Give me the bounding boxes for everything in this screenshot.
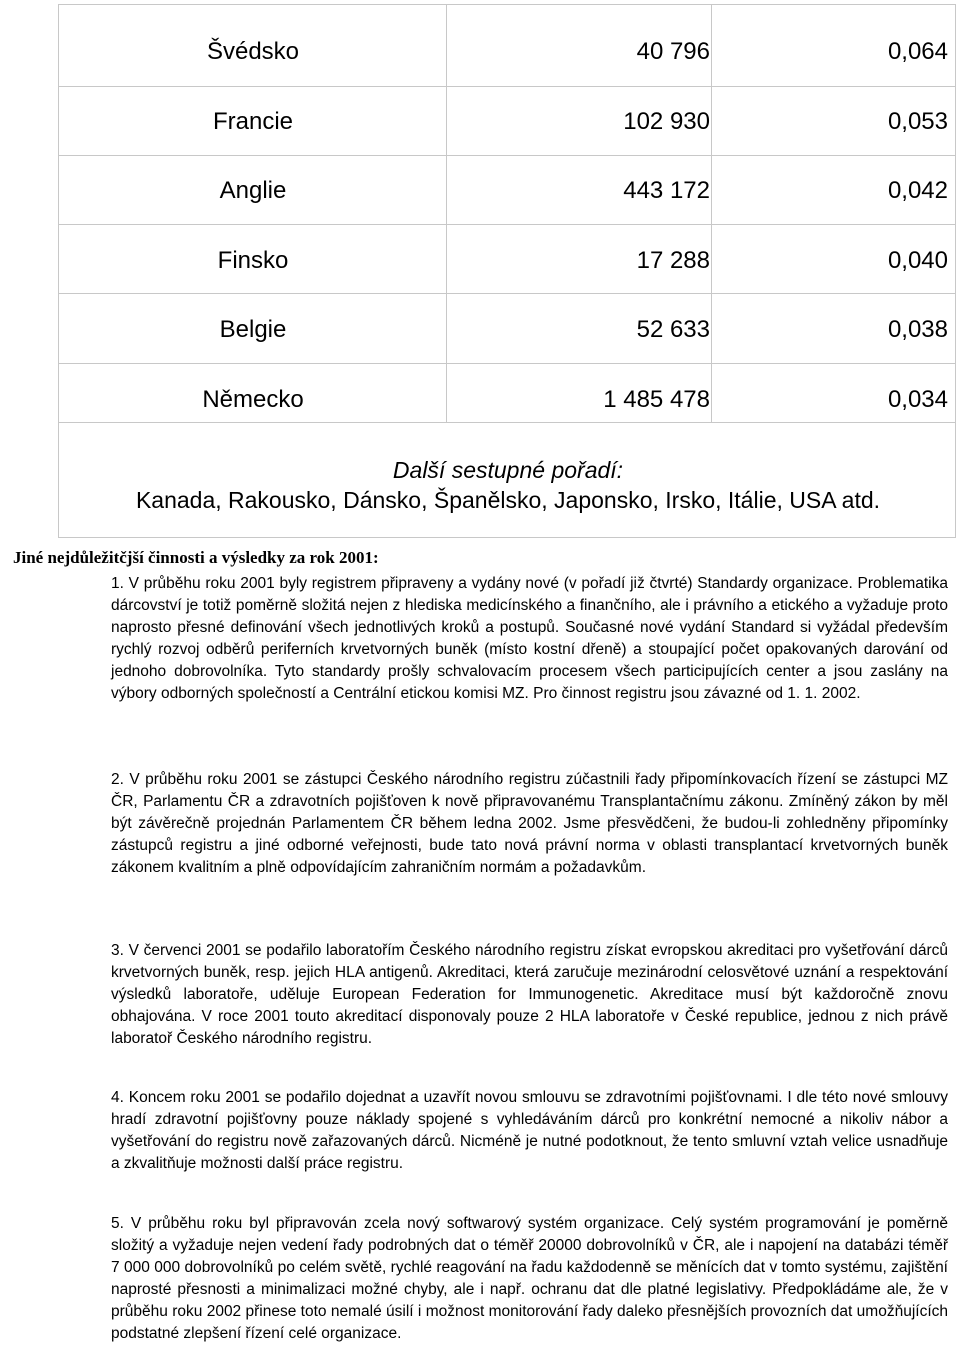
paragraph-5: 5. V průběhu roku byl připravován zcela nový softwarový systém organizace. Celý systém programování je poměrně složitý a vyžaduje nejen vedení řady podrobných dat o téměř 20000 dobrovolníků v ČR, ale i napojení na databázi téměř 7 000 000 dobrovolníků po celém světě, rychlé reagování na řadu každodenně se měnících dat v tomto systému, zajištění naprosté přesnosti a minimalizaci možné chyby, ale i např. ochranu dat dle platné legislativy. Předpokládáme ale, že v průběhu roku 2002 přinese toto nemalé úsilí i možnost monitorování řady daleko přesnějších provozních dat umožňujících podstatné zlepšení řízení celé organizace. [111,1215,948,1342]
row-divider [59,86,955,87]
row-divider [59,224,955,225]
country-name: Finsko [217,247,289,274]
country-name: Anglie [219,177,287,204]
paragraph-1: 1. V průběhu roku 2001 byly registrem připraveny a vydány nové (v pořadí již čtvrté) Standardy organizace. Problematika dárcovství je totiž poměrně složitá nejen z hlediska medicínského a finančního, ale i právního a etického a vyžaduje proto naprosto přesné definování všech jednotlivých kroků a postupů. Současné nové vydání Standard si vyžádal především rychlý rozvoj odběrů periferních krvetvorných buněk (místo kostní dřeně) a stoupající počet opakovaných darování od jednoho dobrovolníka. Tyto standardy prošly schvalovacím procesem všech participujících center a jsou zaslány na výbory odborných společností a Centrální etickou komisi MZ. Pro činnost registru jsou závazné od 1. 1. 2002. [111,575,948,702]
order-title: Další sestupné pořadí: [392,457,624,483]
country-name: Švédsko [206,38,300,65]
country-name: Francie [212,108,294,135]
country-value: 17 288 [636,247,710,274]
country-value: 1 485 478 [603,386,710,413]
column-divider [711,5,712,422]
country-ratio: 0,064 [887,38,948,65]
row-divider [59,293,955,294]
country-ratio: 0,040 [887,247,948,274]
country-name: Belgie [219,316,287,343]
country-value: 40 796 [636,38,710,65]
section-heading: Jiné nejdůležitčjší činnosti a výsledky za rok 2001: [13,548,379,567]
paragraph-3: 3. V červenci 2001 se podařilo laboratořím Českého národního registru získat evropskou akreditaci pro vyšetřování dárců krvetvorných buněk, resp. jejich HLA antigenů. Akreditaci, která zaručuje mezinárodní celosvětové uznání a respektování výsledků laboratoře, uděluje European Federation for Immunogenetic. Akreditace musí být každoročně znovu obhajována. V roce 2001 touto akreditací disponovaly pouze 2 HLA laboratoře v České republice, jednou z nich právě laboratoř Českého národního registru. [111,942,948,1047]
country-name: Německo [202,386,304,413]
country-value: 52 633 [636,316,710,343]
country-value: 443 172 [623,177,710,204]
paragraph-2: 2. V průběhu roku 2001 se zástupci Českého národního registru zúčastnili řady připomínkovacích řízení se zástupci MZ ČR, Parlamentu ČR a zdravotních pojišťoven k nově připravovanému Transplantačnímu zákonu. Zmíněný zákon by měl být závěrečně projednán Parlamentem ČR během ledna 2002. Jsme přesvědčeni, že budou-li zohledněny připomínky zástupců registru a jiné odborné veřejnosti, bude tato nová právní norma v oblasti transplantací krvetvorných buněk zákonem kvalitním a plně odpovídajícím zahraničním normám a požadavkům. [111,771,948,876]
order-list: Kanada, Rakousko, Dánsko, Španělsko, Japonsko, Irsko, Itálie, USA atd. [135,487,881,513]
country-ratio: 0,038 [887,316,948,343]
column-divider [446,5,447,422]
country-ratio: 0,053 [887,108,948,135]
country-ratio: 0,042 [887,177,948,204]
row-divider [59,363,955,364]
paragraph-4: 4. Koncem roku 2001 se podařilo dojednat a uzavřít novou smlouvu se zdravotními pojišťovnami. I dle této nové smlouvy hradí zdravotní pojišťovny pouze náklady spojené s vyhledáváním dárců pro konkrétní nemocné a nikoliv nábor a vyšetřování do registru nově zařazovaných dárců. Nicméně je nutné podotknout, že tento smluvní vztah velice usnadňuje a zkvalitňuje možnosti další práce registru. [111,1089,948,1172]
country-value: 102 930 [623,108,710,135]
row-divider [59,155,955,156]
row-divider [59,422,955,423]
country-ratio: 0,034 [887,386,948,413]
